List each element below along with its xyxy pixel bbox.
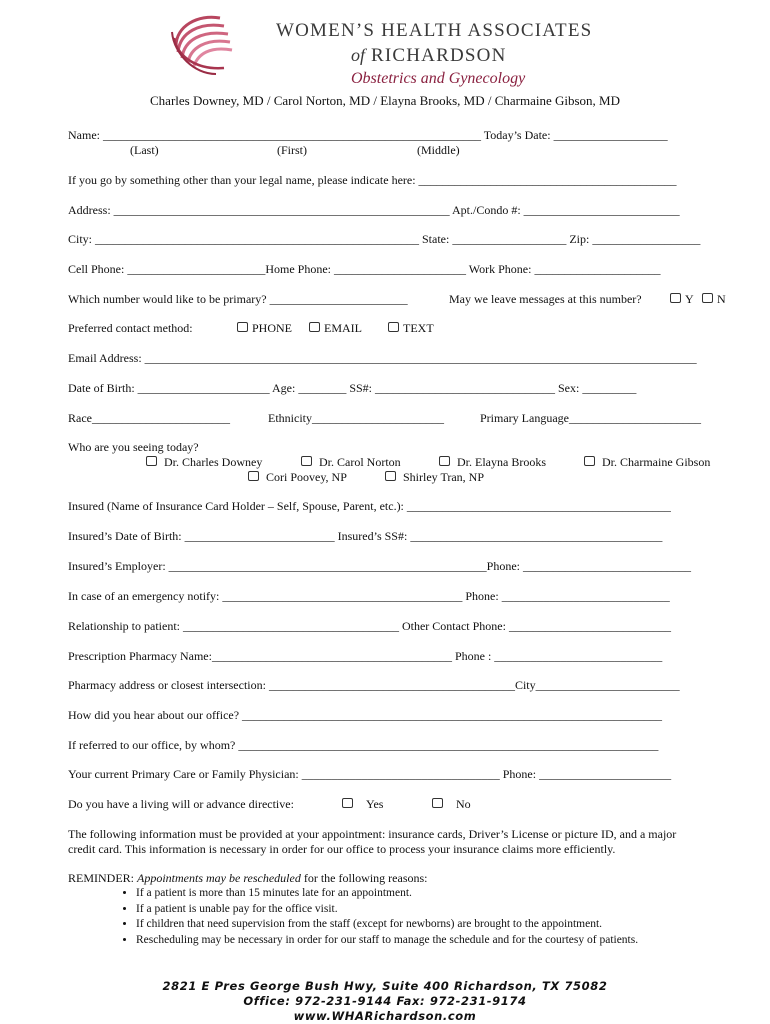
- checkbox-icon[interactable]: [385, 471, 396, 481]
- name-sub-first: (First): [277, 143, 307, 157]
- leave-message-label: May we leave messages at this number?: [449, 292, 642, 306]
- dr-downey-label: Dr. Charles Downey: [164, 455, 263, 469]
- insured-employer-field[interactable]: Insured’s Employer: _____________________________________________________Phone: ____________________________: [68, 559, 691, 573]
- checkbox-icon[interactable]: [301, 456, 312, 466]
- name-sub-middle: (Middle): [417, 143, 460, 157]
- city-state-zip-field[interactable]: City: ______________________________________________________ State: ___________________ Zip: __________________: [68, 232, 701, 246]
- contact-text-option[interactable]: [388, 321, 434, 336]
- list-item: • If a patient is more than 15 minutes late for an appointment.: [136, 886, 638, 902]
- pharmacy-name-field[interactable]: Prescription Pharmacy Name:________________________________________ Phone : ____________________________: [68, 649, 663, 663]
- leave-msg-yes[interactable]: [670, 292, 694, 307]
- living-will-no[interactable]: [432, 797, 471, 812]
- phones-field[interactable]: Cell Phone: _______________________Home Phone: ______________________ Work Phone: _____________________: [68, 262, 661, 276]
- org-logo: [168, 8, 628, 90]
- footer-phones: Office: 972-231-9144 Fax: 972-231-9174: [243, 994, 527, 1008]
- contact-phone-option[interactable]: [237, 321, 292, 336]
- footer-website[interactable]: www.WHARichardson.com: [293, 1009, 477, 1023]
- no-label: N: [717, 292, 726, 306]
- option-np-poovey[interactable]: [248, 470, 347, 485]
- pharmacy-address-field[interactable]: Pharmacy address or closest intersection: _________________________________________City________________________: [68, 678, 680, 692]
- checkbox-icon[interactable]: [584, 456, 595, 466]
- checkbox-icon[interactable]: [439, 456, 450, 466]
- language-field[interactable]: Primary Language______________________: [480, 411, 701, 425]
- info-line-2: credit card. This information is necessary in order for our office to process your insurance claims more efficiently.: [68, 842, 616, 856]
- reminder-heading: [68, 871, 428, 886]
- option-dr-downey[interactable]: [146, 455, 262, 470]
- living-will-label: Do you have a living will or advance directive:: [68, 797, 294, 811]
- checkbox-icon[interactable]: [342, 798, 353, 808]
- option-dr-norton[interactable]: [301, 455, 401, 470]
- leave-msg-no[interactable]: [702, 292, 726, 307]
- living-will-no-label: No: [456, 797, 471, 811]
- living-will-yes-label: Yes: [366, 797, 384, 811]
- np-poovey-label: Cori Poovey, NP: [266, 470, 347, 484]
- email-field[interactable]: Email Address: ____________________________________________________________________________________________: [68, 351, 697, 365]
- dr-gibson-label: Dr. Charmaine Gibson: [602, 455, 711, 469]
- checkbox-icon[interactable]: [432, 798, 443, 808]
- primary-number-field[interactable]: Which number would like to be primary? _______________________: [68, 292, 408, 306]
- org-name-line2: [351, 45, 507, 67]
- checkbox-icon[interactable]: [146, 456, 157, 466]
- org-of: of: [351, 45, 366, 65]
- living-will-yes[interactable]: [342, 797, 383, 812]
- primary-care-field[interactable]: Your current Primary Care or Family Physician: _________________________________ Phone: ______________________: [68, 767, 672, 781]
- address-field[interactable]: Address: ________________________________________________________ Apt./Condo #: __________________________: [68, 203, 680, 217]
- checkbox-icon[interactable]: [237, 322, 248, 332]
- checkbox-icon[interactable]: [702, 293, 713, 303]
- checkbox-icon[interactable]: [388, 322, 399, 332]
- list-item: • If children that need supervision from the staff (except for newborns) are brought to the appointment.: [136, 917, 638, 933]
- list-item: • Rescheduling may be necessary in order for our staff to manage the schedule and for the courtesy of patients.: [136, 933, 638, 949]
- dob-age-ssn-sex-field[interactable]: Date of Birth: ______________________ Age: ________ SS#: ______________________________ Sex: _________: [68, 381, 637, 395]
- np-tran-label: Shirley Tran, NP: [403, 470, 485, 484]
- checkbox-icon[interactable]: [670, 293, 681, 303]
- option-dr-gibson[interactable]: [584, 455, 710, 470]
- insured-dob-ssn-field[interactable]: Insured’s Date of Birth: _________________________ Insured’s SS#: __________________________________________: [68, 529, 663, 543]
- other-name-field[interactable]: If you go by something other than your legal name, please indicate here: ___________________________________________: [68, 173, 677, 187]
- dr-brooks-label: Dr. Elayna Brooks: [457, 455, 546, 469]
- dr-norton-label: Dr. Carol Norton: [319, 455, 401, 469]
- text-label: TEXT: [403, 321, 434, 335]
- checkbox-icon[interactable]: [248, 471, 259, 481]
- emergency-contact-field[interactable]: In case of an emergency notify: ________________________________________ Phone: ____________________________: [68, 589, 670, 603]
- referred-by-field[interactable]: If referred to our office, by whom? ______________________________________________________________________: [68, 738, 659, 752]
- org-specialty: Obstetrics and Gynecology: [351, 70, 526, 87]
- reminder-label: REMINDER:: [68, 871, 134, 885]
- hear-about-field[interactable]: How did you hear about our office? ______________________________________________________________________: [68, 708, 663, 722]
- relationship-field[interactable]: Relationship to patient: ____________________________________ Other Contact Phone: ___________________________: [68, 619, 671, 633]
- contact-method-label: Preferred contact method:: [68, 321, 193, 335]
- doctor-list: Charles Downey, MD / Carol Norton, MD / Elayna Brooks, MD / Charmaine Gibson, MD: [150, 93, 620, 108]
- contact-email-option[interactable]: [309, 321, 362, 336]
- org-name-richardson: RICHARDSON: [370, 45, 507, 66]
- option-np-tran[interactable]: [385, 470, 484, 485]
- option-dr-brooks[interactable]: [439, 455, 546, 470]
- checkbox-icon[interactable]: [309, 322, 320, 332]
- org-name-line1: WOMEN’S HEALTH ASSOCIATES: [276, 20, 593, 41]
- reminder-list: [112, 886, 638, 948]
- yes-label: Y: [685, 292, 694, 306]
- reminder-italic: Appointments may be rescheduled: [137, 871, 301, 885]
- reminder-rest: for the following reasons:: [300, 871, 428, 885]
- insured-name-field[interactable]: Insured (Name of Insurance Card Holder – Self, Spouse, Parent, etc.): ____________________________________________: [68, 499, 671, 513]
- info-line-1: The following information must be provided at your appointment: insurance cards, Driver’s License or picture ID, and a major: [68, 827, 677, 841]
- race-field[interactable]: Race_______________________: [68, 411, 230, 425]
- email-label: EMAIL: [324, 321, 362, 335]
- seeing-today-label: Who are you seeing today?: [68, 440, 199, 454]
- list-item: • If a patient is unable pay for the office visit.: [136, 902, 638, 918]
- name-sub-last: (Last): [130, 143, 159, 157]
- ribbon-logo-icon: [168, 8, 238, 78]
- phone-label: PHONE: [252, 321, 293, 335]
- ethnicity-field[interactable]: Ethnicity______________________: [268, 411, 444, 425]
- footer-address: 2821 E Pres George Bush Hwy, Suite 400 Richardson, TX 75082: [162, 979, 608, 993]
- name-field[interactable]: Name: _______________________________________________________________ Today’s Date: ___________________: [68, 128, 668, 142]
